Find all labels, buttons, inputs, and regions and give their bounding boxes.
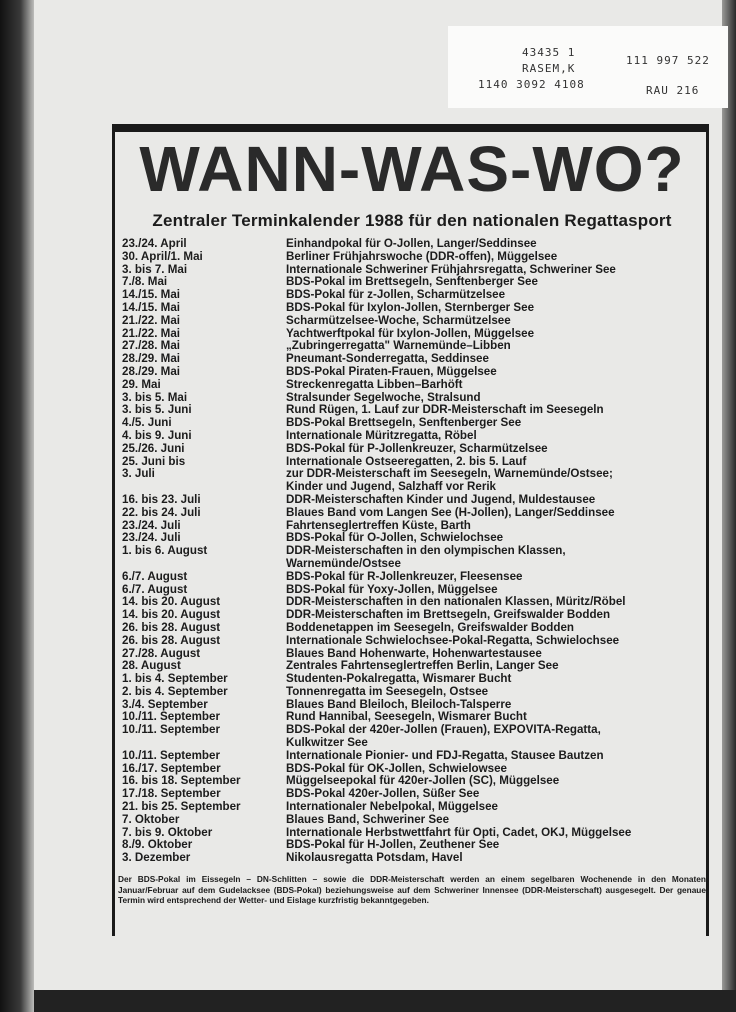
event-description: DDR-Meisterschaften im Brettsegeln, Greifswalder Bodden: [286, 609, 611, 622]
event-description: Blaues Band vom Langen See (H-Jollen), Langer/Seddinsee: [286, 506, 615, 519]
event-description: BDS-Pokal der 420er-Jollen (Frauen), EXPOVITA-Regatta,: [286, 724, 601, 737]
event-date: 7. Oktober: [122, 812, 180, 826]
event-row: [122, 737, 707, 750]
event-row: [122, 814, 707, 827]
event-date: 30. April/1. Mai: [122, 249, 203, 263]
event-row: [122, 673, 707, 686]
event-description: BDS-Pokal Brettsegeln, Senftenberger See: [286, 417, 522, 430]
event-row: [122, 251, 707, 264]
page-subtitle: Zentraler Terminkalender 1988 für den nationalen Regattasport: [152, 211, 672, 230]
event-date: 6./7. August: [122, 569, 188, 583]
event-description: Stralsunder Segelwoche, Stralsund: [286, 391, 481, 404]
event-row: [122, 801, 707, 814]
event-date: 1. bis 6. August: [122, 544, 208, 558]
event-description: Boddenetappen im Seesegeln, Greifswalder Bodden: [286, 621, 574, 634]
event-description: Yachtwerftpokal für Ixylon-Jollen, Müggelsee: [286, 327, 535, 340]
event-date: 16. bis 23. Juli: [122, 492, 201, 506]
event-description: Internationale Müritzregatta, Röbel: [286, 429, 477, 442]
event-date: 14./15. Mai: [122, 300, 181, 314]
event-description: Berliner Frühjahrswoche (DDR-offen), Müggelsee: [286, 250, 558, 263]
event-description: BDS-Pokal für Ixylon-Jollen, Sternberger See: [286, 301, 535, 314]
event-row: [122, 494, 707, 507]
event-row: [122, 839, 707, 852]
event-date: 27./28. August: [122, 646, 201, 660]
event-row: [122, 366, 707, 379]
event-row: [122, 532, 707, 545]
event-description: Zentrales Fahrtenseglertreffen Berlin, Langer See: [286, 660, 559, 673]
event-date: [122, 737, 286, 750]
event-description: Nikolausregatta Potsdam, Havel: [286, 852, 463, 865]
event-date: [122, 558, 286, 571]
event-row: [122, 315, 707, 328]
event-description: BDS-Pokal Piraten-Frauen, Müggelsee: [286, 365, 497, 378]
event-date: 14. bis 20. August: [122, 595, 221, 609]
event-row: [122, 545, 707, 558]
footnote: Der BDS-Pokal im Eissegeln – DN-Schlitten – sowie die DDR-Meisterschaft werden an einem segelbaren Wochenende in den Monaten Januar/Februar auf dem Gudelacksee (BDS-Pokal) beziehungsweise auf dem Schweriner Innensee (DDR-Meisterschaft) ausgesegelt. Der genaue Termin wird entsprechend der Wetter- und Eislage kurzfristig bekanntgegeben.: [118, 874, 706, 906]
event-row: [122, 340, 707, 353]
event-description: DDR-Meisterschaften in den olympischen Klassen,: [286, 545, 566, 558]
label-line-3: 1140 3092 4108: [478, 78, 585, 91]
event-row: [122, 417, 707, 430]
event-date: 3. Juli: [122, 467, 155, 481]
event-row: [122, 724, 707, 737]
event-date: 4. bis 9. Juni: [122, 428, 192, 442]
event-date: 16./17. September: [122, 761, 221, 775]
event-description: Internationale Schweriner Frühjahrsregatta, Schweriner See: [286, 263, 616, 276]
event-description: Streckenregatta Libben–Barhöft: [286, 378, 463, 391]
event-description: Kinder und Jugend, Salzhaff vor Rerik: [286, 481, 497, 494]
event-description: DDR-Meisterschaften Kinder und Jugend, Muldestausee: [286, 493, 596, 506]
event-description: BDS-Pokal für OK-Jollen, Schwielowsee: [286, 762, 507, 775]
event-description: DDR-Meisterschaften in den nationalen Klassen, Müritz/Röbel: [286, 596, 626, 609]
event-row: [122, 571, 707, 584]
event-date: 3./4. September: [122, 697, 208, 711]
event-date: 28./29. Mai: [122, 364, 181, 378]
label-line-2: RASEM,K: [522, 62, 576, 75]
event-row: [122, 456, 707, 469]
event-date: 26. bis 28. August: [122, 620, 221, 634]
event-row: [122, 635, 707, 648]
library-label: [448, 26, 728, 108]
event-description: Warnemünde/Ostsee: [286, 557, 401, 570]
event-date: 22. bis 24. Juli: [122, 505, 201, 519]
event-date: 10./11. September: [122, 710, 220, 724]
event-date: 21./22. Mai: [122, 313, 181, 327]
event-description: Internationale Herbstwettfahrt für Opti, Cadet, OKJ, Müggelsee: [286, 826, 632, 839]
event-description: Blaues Band Hohenwarte, Hohenwartestausee: [286, 647, 542, 660]
event-date: 27./28. Mai: [122, 339, 181, 353]
event-description: Internationale Pionier- und FDJ-Regatta, Stausee Bautzen: [286, 749, 604, 762]
event-description: BDS-Pokal für Yoxy-Jollen, Müggelsee: [286, 583, 498, 596]
event-date: 26. bis 28. August: [122, 633, 221, 647]
event-description: BDS-Pokal für H-Jollen, Zeuthener See: [286, 839, 500, 852]
event-row: [122, 353, 707, 366]
event-row: [122, 443, 707, 456]
event-description: BDS-Pokal für R-Jollenkreuzer, Fleesensee: [286, 570, 523, 583]
label-line-1: 43435 1: [522, 46, 576, 59]
event-row: [122, 276, 707, 289]
event-date: 23./24. Juli: [122, 518, 181, 532]
event-description: BDS-Pokal für O-Jollen, Schwielochsee: [286, 532, 504, 545]
event-row: [122, 264, 707, 277]
event-row: [122, 302, 707, 315]
page-edge: [722, 0, 736, 1012]
event-description: Pneumant-Sonderregatta, Seddinsee: [286, 353, 489, 366]
event-date: 14. bis 20. August: [122, 608, 221, 622]
scan-bottom-edge: [34, 990, 736, 1012]
event-row: [122, 392, 707, 405]
event-row: [122, 507, 707, 520]
event-date: 8./9. Oktober: [122, 838, 193, 852]
event-date: 14./15. Mai: [122, 288, 181, 302]
event-row: [122, 404, 707, 417]
event-description: Scharmützelsee-Woche, Scharmützelsee: [286, 314, 511, 327]
event-date: 7. bis 9. Oktober: [122, 825, 213, 839]
event-description: Internationale Ostseeregatten, 2. bis 5. Lauf: [286, 455, 527, 468]
event-description: Kulkwitzer See: [286, 737, 368, 750]
event-date: 7./8. Mai: [122, 275, 168, 289]
event-row: [122, 852, 707, 865]
event-date: 6./7. August: [122, 582, 188, 596]
event-date: 10./11. September: [122, 748, 220, 762]
event-description: BDS-Pokal im Brettsegeln, Senftenberger See: [286, 276, 538, 289]
event-date: 3. bis 5. Juni: [122, 403, 192, 417]
event-row: [122, 289, 707, 302]
event-description: BDS-Pokal für z-Jollen, Scharmützelsee: [286, 289, 506, 302]
event-row: [122, 238, 707, 251]
event-date: 17./18. September: [122, 787, 221, 801]
event-row: [122, 468, 707, 481]
event-date: 16. bis 18. September: [122, 774, 241, 788]
event-date: 10./11. September: [122, 723, 220, 737]
event-description: Blaues Band Bleiloch, Bleiloch-Talsperre: [286, 698, 512, 711]
event-date: 3. bis 7. Mai: [122, 262, 188, 276]
event-description: Tonnenregatta im Seesegeln, Ostsee: [286, 685, 489, 698]
event-row: [122, 750, 707, 763]
event-row: [122, 379, 707, 392]
event-description: Einhandpokal für O-Jollen, Langer/Seddinsee: [286, 238, 537, 250]
binding-gutter: [0, 0, 34, 1012]
event-description: Internationaler Nebelpokal, Müggelsee: [286, 801, 498, 814]
event-description: Rund Hannibal, Seesegeln, Wismarer Bucht: [286, 711, 527, 724]
event-row: [122, 481, 707, 494]
event-date: 29. Mai: [122, 377, 161, 391]
event-date: 28. August: [122, 659, 181, 673]
event-date: 2. bis 4. September: [122, 684, 228, 698]
event-description: Müggelseepokal für 420er-Jollen (SC), Müggelsee: [286, 775, 560, 788]
event-description: BDS-Pokal 420er-Jollen, Süßer See: [286, 788, 480, 801]
event-date: 25./26. Juni: [122, 441, 185, 455]
event-description: BDS-Pokal für P-Jollenkreuzer, Scharmützelsee: [286, 442, 548, 455]
event-row: [122, 430, 707, 443]
event-date: 23./24. April: [122, 237, 187, 250]
event-date: 3. Dezember: [122, 851, 191, 865]
event-description: Rund Rügen, 1. Lauf zur DDR-Meisterschaft im Seesegeln: [286, 404, 604, 417]
label-line-1b: 111 997 522: [626, 54, 710, 67]
page-title: WANN-WAS-WO?: [139, 133, 685, 205]
event-description: „Zubringerregatta" Warnemünde–Libben: [286, 340, 511, 353]
event-row: [122, 686, 707, 699]
event-description: Blaues Band, Schweriner See: [286, 813, 450, 826]
event-row: [122, 328, 707, 341]
event-row: [122, 558, 707, 571]
event-list: [122, 238, 707, 865]
event-date: 1. bis 4. September: [122, 672, 228, 686]
event-date: 21. bis 25. September: [122, 800, 241, 814]
event-date: 4./5. Juni: [122, 416, 172, 430]
event-row: [122, 609, 707, 622]
event-row: [122, 648, 707, 661]
event-description: Internationale Schwielochsee-Pokal-Regatta, Schwielochsee: [286, 634, 620, 647]
event-description: Studenten-Pokalregatta, Wismarer Bucht: [286, 673, 512, 686]
event-row: [122, 827, 707, 840]
event-date: 21./22. Mai: [122, 326, 181, 340]
label-line-3b: RAU 216: [646, 84, 700, 97]
event-row: [122, 520, 707, 533]
event-description: Fahrtenseglertreffen Küste, Barth: [286, 519, 471, 532]
event-date: 3. bis 5. Mai: [122, 390, 188, 404]
event-row: [122, 622, 707, 635]
event-description: zur DDR-Meisterschaft im Seesegeln, Warnemünde/Ostsee;: [286, 468, 613, 481]
event-date: 28./29. Mai: [122, 352, 181, 366]
event-date: 25. Juni bis: [122, 454, 186, 468]
event-date: 23./24. Juli: [122, 531, 181, 545]
